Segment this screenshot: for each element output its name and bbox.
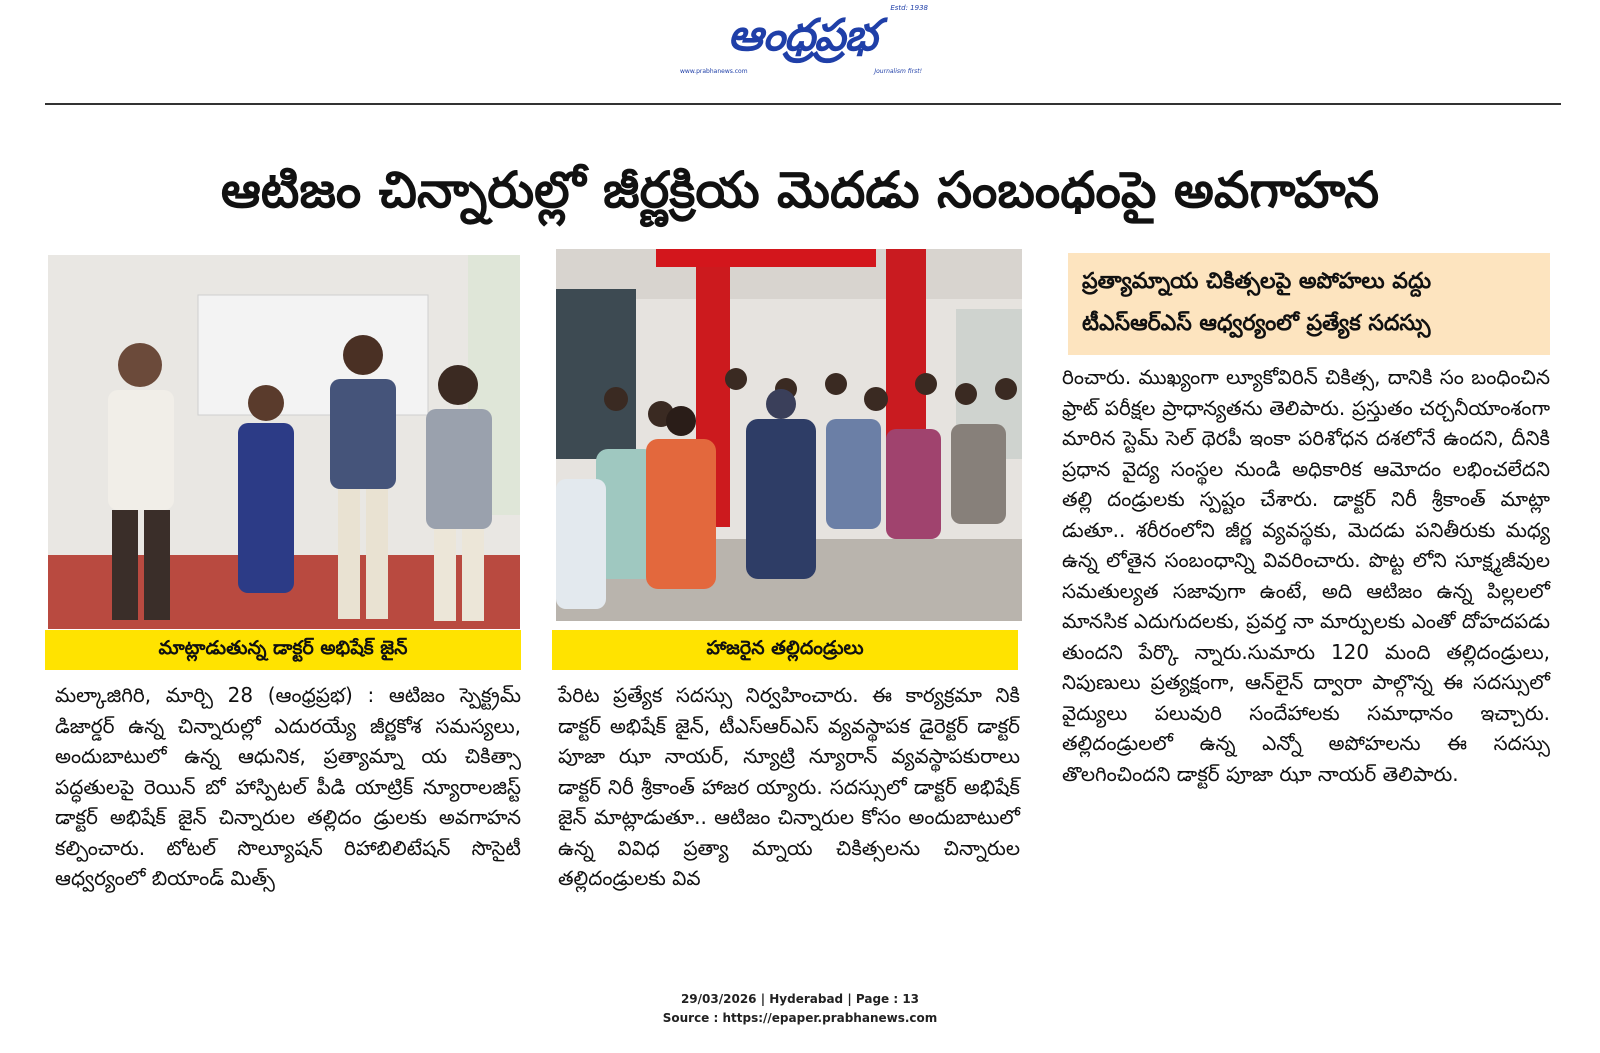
masthead-logo xyxy=(672,6,932,76)
header-divider xyxy=(45,103,1561,105)
article-column-1 xyxy=(55,680,521,940)
speaker-photo xyxy=(48,255,520,629)
subhead-line-2: టీఎస్ఆర్ఎస్ ఆధ్వర్యంలో ప్రత్యేక సదస్సు xyxy=(1082,311,1431,336)
article-column-1-text: మల్కాజిగిరి, మార్చి 28 (ఆంధ్రప్రభ) : ఆటిజం స్పెక్ట్రమ్ డిజార్డర్ ఉన్న చిన్నారుల్లో ఎదురయ్యే జీర్ణకోశ సమస్యలు, అందుబాటులో ఉన్న ఆధునిక, ప్రత్యామ్నా య చికిత్సా పద్ధతులపై రెయిన్ బో హాస్పిటల్ పీడి యాట్రిక్ న్యూరాలజిస్ట్ డాక్టర్ అభిషేక్ జైన్ చిన్నారుల తల్లిదం డ్రులకు అవగాహన కల్పించారు. టోటల్ సొల్యూషన్ రిహాబిలిటేషన్ సొసైటీ ఆధ్వర్యంలో బియాండ్ మిత్స్ xyxy=(55,683,521,890)
page-footer xyxy=(500,990,1100,1028)
footer-date-line: 29/03/2026 | Hyderabad | Page : 13 xyxy=(680,992,920,1006)
article-column-2-text: పేరిట ప్రత్యేక సదస్సు నిర్వహించారు. ఈ కార్యక్రమా నికి డాక్టర్ అభిషేక్ జైన్, టీఎస్ఆర్ఎస్ వ్యవస్థాపక డైరెక్టర్ డాక్టర్ పూజా ఝా నాయర్, న్యూట్రి న్యూరాన్ వ్యవస్థాపకురాలు డాక్టర్ నిరీ శ్రీకాంత్ హాజర య్యారు. సదస్సులో డాక్టర్ అభిషేక్ జైన్ మాట్లాడుతూ.. ఆటిజం చిన్నారుల కోసం అందుబాటులో ఉన్న వివిధ ప్రత్యా మ్నాయ చికిత్సలను చిన్నారుల తల్లిదండ్రులకు వివ xyxy=(558,683,1020,890)
subhead-line-1: ప్రత్యామ్నాయ చికిత్సలపై అపోహలు వద్దు xyxy=(1082,269,1432,294)
article-column-3-text: రించారు. ముఖ్యంగా ల్యూకోవిరిన్ చికిత్స, దానికి సం బంధించిన ఫ్రాట్ పరీక్షల ప్రాధాన్యతను తెలిపారు. ప్రస్తుతం చర్చనీయాంశంగా మారిన స్టెమ్ సెల్ థెరపీ ఇంకా పరిశోధన దశలోనే ఉందని, దీనికి ప్రధాన వైద్య సంస్థల నుండి అధికారిక ఆమోదం లభించలేదని తల్లి దండ్రులకు స్పష్టం చేశారు. డాక్టర్ నిరీ శ్రీకాంత్ మాట్లా డుతూ.. శరీరంలోని జీర్ణ వ్యవస్థకు, మెదడు పనితీరుకు మధ్య ఉన్న లోతైన సంబంధాన్ని వివరించారు. పొట్ట లోని సూక్ష్మజీవుల సమతుల్యత సజావుగా ఉంటే, అది ఆటిజం ఉన్న పిల్లలలో మానసిక ఎదుగుదలకు, ప్రవర్త నా మార్పులకు ఎంతో దోహదపడు తుందని పేర్కొ న్నారు.సుమారు 120 మంది తల్లిదండ్రులు, నిపుణులు ప్రత్యక్షంగా, ఆన్‌లైన్ ద్వారా పాల్గొన్న ఈ సదస్సులో వైద్యులు పలువురి సందేహాలకు సమాధానం ఇచ్చారు. తల్లిదండ్రులలో ఉన్న ఎన్నో అపోహలను ఈ సదస్సు తొలగించిందని డాక్టర్ పూజా ఝా నాయర్ తెలిపారు. xyxy=(1062,365,1550,786)
page-headline: ఆటిజం చిన్నారుల్లో జీర్ణక్రియ మెదడు సంబంధంపై అవగాహన xyxy=(220,161,1380,219)
tagline-label: Journalism first! xyxy=(874,68,922,75)
article-column-2 xyxy=(558,680,1020,940)
website-label: www.prabhanews.com xyxy=(680,68,748,75)
subhead-box xyxy=(1068,253,1550,355)
estd-label: Estd: 1938 xyxy=(890,4,928,12)
footer-source-line: Source : https://epaper.prabhanews.com xyxy=(662,1011,938,1025)
logo-text: ఆంధ్రప్రభ xyxy=(727,10,877,61)
article-column-3 xyxy=(1062,362,1550,942)
audience-photo-caption: హాజరైన తల్లిదండ్రులు xyxy=(552,630,1018,670)
audience-photo xyxy=(556,249,1022,621)
speaker-photo-caption: మాట్లాడుతున్న డాక్టర్ అభిషేక్ జైన్ xyxy=(45,630,521,670)
